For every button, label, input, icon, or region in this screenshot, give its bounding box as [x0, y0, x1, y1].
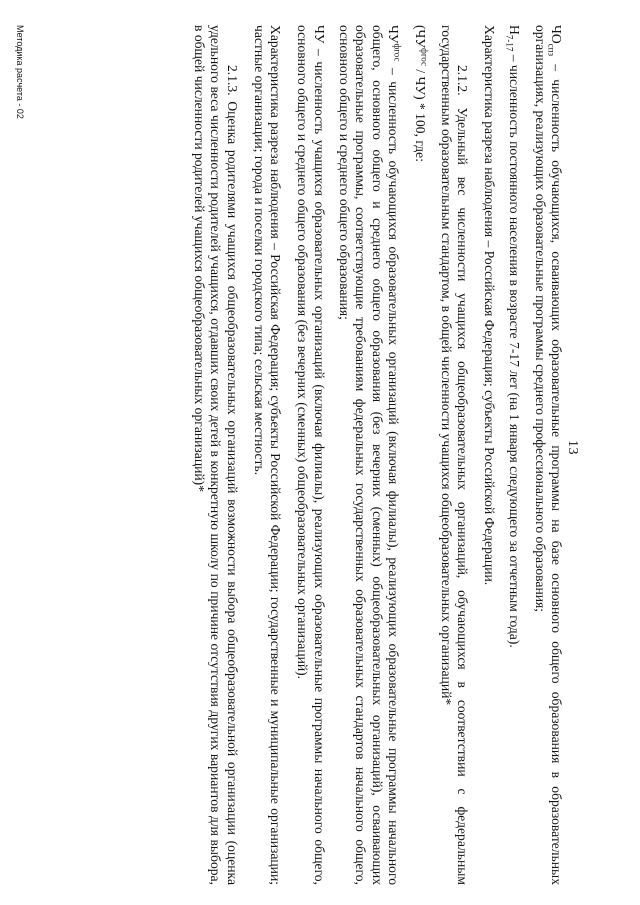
formula-post: / ЧУ) * 100, где:	[413, 66, 429, 162]
symbol-subscript: 7-17	[504, 34, 515, 52]
symbol: ЧУ	[385, 25, 401, 44]
footer-note: Методика расчета - 02	[15, 25, 25, 119]
formula	[412, 25, 428, 885]
observation-breakdown-2: Характеристика разреза наблюдения – Российская Федерация; субъекты Российской Федерации; государственные и муниципальные организации; частные организации; города и поселки городского типа; сельская местность.	[251, 25, 284, 885]
symbol-subscript: спз	[546, 43, 557, 57]
formula-pre: (ЧУ	[413, 25, 429, 48]
symbol: Н	[507, 25, 523, 35]
definition-text: – численность постоянного населения в возрасте 7-17 лет (на 1 января следующего за отчетным года).	[507, 51, 523, 648]
definition-text: – численность обучающихся образовательных организаций (включая филиалы), реализующих образовательные программы начального общего, основного общего и среднего общего образования (без вечерних (сменных) общеобразовательных организаций), осваивающих образовательные программы, соответствующие требованиям федеральных государственных образовательных стандартов начального общего, основного общего и среднего общего образования;	[337, 25, 401, 885]
indicator-2-1-3: 2.1.3. Оценка родителями учащихся общеобразовательных организаций возможности выбора общеобразовательной организации (оценка удельного веса численности родителей учащихся, отдавших своих детей в конкретную школу по причине отсутствия других вариантов для выбора, в общей численности родителей учащихся общеобразовательных организаций)*	[191, 25, 240, 885]
definition-n-7-17	[506, 25, 522, 885]
symbol-superscript: фгос	[392, 43, 403, 62]
page-number: 13	[565, 440, 580, 455]
definition-chu: ЧУ – численность учащихся образовательных организаций (включая филиалы), реализующих образовательные программы начального общего, основного общего и среднего общего образования (без вечерних (сменных) общеобразовательных организаций).	[295, 25, 327, 885]
symbol: ЧО	[549, 25, 564, 44]
definition-chu-fgos	[336, 25, 401, 885]
definition-text: – численность обучающихся, осваивающих образовательные программы на базе основного общего образования в образовательных организациях, реализующих образовательные программы среднего профессионального образования;	[532, 25, 564, 885]
formula-superscript: фгос	[419, 48, 430, 67]
document-body	[182, 25, 564, 885]
definition-cho-spz	[531, 25, 564, 885]
observation-breakdown-1: Характеристика разреза наблюдения – Российская Федерация; субъекты Российской Федерации.	[482, 25, 498, 586]
indicator-2-1-2: 2.1.2. Удельный вес численности учащихся общеобразовательных организаций, обучающихся в соответствии с федеральным государственным образовательным стандартом, в общей численности учащихся общеобразовательных организаций*	[438, 25, 470, 885]
